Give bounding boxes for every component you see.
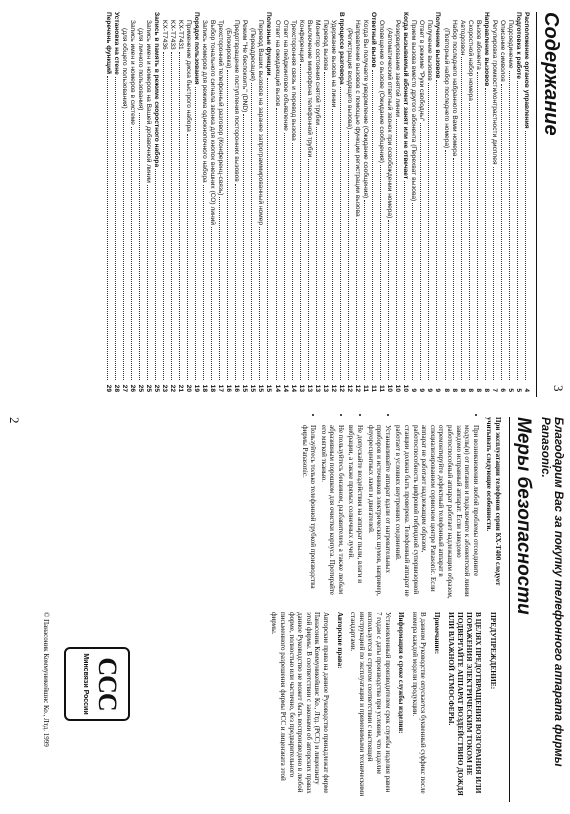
toc-leader-dots: [340, 87, 341, 380]
toc-leader-dots: [420, 123, 421, 380]
toc-entry-page: 16: [225, 384, 233, 392]
toc-entry: [393, 12, 401, 392]
toc-entry-page: 15: [257, 384, 265, 392]
toc-entry: [353, 12, 361, 392]
toc-entry: [297, 12, 305, 392]
toc-leader-dots: [316, 127, 317, 380]
toc-entry-title: Порядок пользования: [193, 12, 201, 85]
toc-entry-page: 10: [394, 384, 402, 392]
toc-leader-dots: [364, 200, 365, 380]
toc-entry: [490, 12, 498, 392]
toc-entry-title: Набор последнего набранного Вами номера: [450, 20, 458, 157]
toc-entry-title: Ответ в режиме "Руки свободны": [418, 20, 426, 122]
table-of-contents: [104, 12, 530, 392]
toc-entry: [128, 12, 136, 392]
toc-leader-dots: [501, 84, 502, 380]
toc-leader-dots: [525, 131, 526, 380]
toc-entry: [120, 12, 128, 392]
toc-entry-title: Описание символов: [498, 20, 506, 82]
toc-entry-page: 8: [450, 388, 458, 392]
toc-entry-title: Перечень функций: [104, 12, 112, 75]
toc-entry-page: 8: [482, 388, 490, 392]
toc-entry-title: KX-T7431: [176, 20, 184, 50]
toc-entry: [458, 12, 466, 392]
toc-entry-title: Полезные функции: [265, 12, 273, 76]
toc-entry-page: 18: [209, 384, 217, 392]
toc-entry: [256, 12, 264, 392]
toc-entry-page: 16: [233, 384, 241, 392]
toc-entry-title: Ответный вызов: [370, 12, 378, 68]
toc-entry-title: Получение вызовов: [434, 12, 442, 79]
toc-entry-page: 9: [410, 388, 418, 392]
toc-entry-page: 8: [458, 388, 466, 392]
toc-entry-title: Режим "Не беспокоить" (DND): [241, 20, 249, 113]
toc-entry-title: Запись имен и номеров в системе: [128, 20, 136, 125]
toc-entry-title: Запись имен и номеров на Вашей добавочной линии: [144, 20, 152, 183]
toc-leader-dots: [469, 103, 470, 380]
toc-entry-page: 26: [128, 384, 136, 392]
toc-entry-title: Направление вызовов: [482, 12, 490, 87]
toc-entry: [273, 12, 281, 392]
toc-entry-title: Ответ на пейджинговое объявление: [281, 20, 289, 131]
service-life-heading: Информация о сроке службы изделия:: [397, 612, 406, 734]
service-life-text: Установленный производителем срок службы изделия равен 7 годам с даты производства при условии, что изделие используется в строгом соответствии с настоящей инструкцией по эксплуатации и применимыми техническими стандартами.: [349, 612, 392, 797]
toc-entry-page: 12: [345, 384, 353, 392]
toc-entry: [369, 12, 377, 392]
toc-entry: [208, 12, 216, 392]
toc-leader-dots: [219, 197, 220, 380]
toc-entry-title: Вызов абонента: [474, 20, 482, 70]
toc-entry-page: 9: [434, 388, 442, 392]
toc-entry: [321, 12, 329, 392]
toc-entry-title: (Блокировка): [225, 28, 233, 69]
toc-entry: [281, 12, 289, 392]
toc-entry: [522, 12, 530, 392]
toc-entry-page: 19: [193, 384, 201, 392]
safety-column-2: [265, 612, 502, 797]
toc-entry-page: 13: [305, 384, 313, 392]
toc-leader-dots: [412, 203, 413, 380]
toc-leader-dots: [115, 77, 116, 380]
toc-entry-title: Когда вызываемый абонент занят или не отвечает: [402, 12, 410, 180]
toc-entry: [144, 12, 152, 392]
toc-entry-title: Запись в память в режиме скоростного набора: [152, 12, 160, 168]
toc-entry-title: Трехсторонняя связь и перевод вызова: [289, 20, 297, 141]
toc-entry-page: 14: [289, 384, 297, 392]
toc-entry-title: Расположение органов управления: [523, 12, 530, 129]
toc-entry-title: Прием вызова вместо другого абонента (Перехват вызова): [410, 20, 418, 202]
toc-leader-dots: [300, 64, 301, 380]
toc-entry: [200, 12, 208, 392]
toc-leader-dots: [243, 114, 244, 380]
toc-entry: [425, 12, 433, 392]
toc-leader-dots: [171, 52, 172, 380]
toc-entry-title: Перевод Ваших вызовов на заранее запрограммированный номер: [257, 20, 265, 226]
toc-leader-dots: [292, 143, 293, 380]
toc-leader-dots: [235, 184, 236, 380]
copyright-text: Авторские права на данное Руководство принадлежат фирме Панасоник Коммуникейшнс Ко., Лтд. (PCC) и лицензиату этой фирмы. В соответствии с законами об авторских правах данное Руководство не может быть воспроизведено в любой форме, полностью или частично, без предварительного письменного разрешения фирмы PCC и лицензиата этой фирмы.: [270, 612, 331, 794]
toc-entry-page: 14: [281, 384, 289, 392]
toc-entry-title: Выбор тонального сигнала звонка для кнопок внешних (СО) линий: [209, 20, 217, 225]
toc-leader-dots: [404, 181, 405, 380]
toc-leader-dots: [276, 108, 277, 380]
toc-entry: [313, 12, 321, 392]
toc-entry: [329, 12, 337, 392]
toc-leader-dots: [268, 78, 269, 380]
toc-entry-page: 20: [185, 384, 193, 392]
toc-entry-page: 23: [160, 384, 168, 392]
toc-leader-dots: [139, 113, 140, 380]
toc-entry-page: 6: [498, 388, 506, 392]
toc-entry: [152, 12, 160, 392]
page-number: 3: [551, 385, 566, 392]
toc-entry: [474, 12, 482, 392]
toc-entry-title: Резервирование занятой линии: [394, 20, 402, 117]
toc-entry-title: Монитор состояния снятой трубки: [313, 20, 321, 125]
warning-heading: ПРЕДУПРЕЖДЕНИЕ:: [489, 612, 498, 690]
warning-text: В ЦЕЛЯХ ПРЕДОТВРАЩЕНИЯ ВОЗГОРАНИЯ ИЛИ ПОРАЖЕНИЯ ЭЛЕКТРИЧЕСКИМ ТОКОМ НЕ ПОДВЕРГАЙТЕ АППАРАТ ВОЗДЕЙСТВИЮ ДОЖДЯ ИЛИ ВЛАЖНОЙ АТМОСФЕРЫ.: [447, 612, 483, 796]
toc-entry-page: 11: [370, 385, 378, 392]
toc-entry: [377, 12, 385, 392]
toc-leader-dots: [453, 158, 454, 380]
toc-entry-title: Получение вызовов: [426, 20, 434, 81]
toc-entry-page: 25: [152, 384, 160, 392]
toc-entry-page: 15: [265, 384, 273, 392]
toc-entry: [498, 12, 506, 392]
toc-entry-page: 18: [201, 384, 209, 392]
toc-leader-dots: [163, 52, 164, 380]
toc-entry-page: 15: [241, 384, 249, 392]
toc-entry-page: 27: [120, 384, 128, 392]
toc-leader-dots: [372, 70, 373, 380]
safety-page: [0, 407, 570, 814]
toc-entry: [514, 12, 522, 392]
toc-entry: [441, 12, 449, 392]
toc-entry-page: 9: [426, 388, 434, 392]
toc-entry-page: 14: [273, 384, 281, 392]
toc-leader-dots: [477, 72, 478, 380]
toc-entry: [104, 12, 112, 392]
toc-leader-dots: [179, 52, 180, 380]
toc-leader-dots: [380, 165, 381, 380]
toc-entry: [192, 12, 200, 392]
safety-bullet: • Устанавливайте аппарат вдали от нагревательных приборов и источников электрических шумов, например, флуоресцентных ламп и двигателей.: [366, 425, 392, 602]
toc-entry-page: 13: [313, 384, 321, 392]
toc-entry: [433, 12, 441, 392]
toc-entry: [385, 12, 393, 392]
toc-entry-title: (Автоматический ответный звонок при освобождении номера): [386, 28, 394, 219]
toc-leader-dots: [332, 109, 333, 380]
toc-leader-dots: [517, 81, 518, 380]
toc-leader-dots: [428, 83, 429, 380]
toc-entry: [417, 12, 425, 392]
toc-entry-page: 15: [249, 384, 257, 392]
safety-column-1: [295, 417, 502, 602]
certification-caption: Минсвязи России: [82, 653, 89, 715]
toc-entry-title: Подготовка к работе: [514, 12, 522, 80]
toc-entry-page: 8: [474, 388, 482, 392]
toc-entry: [482, 12, 490, 392]
safety-bullet: • Пользуйтесь только телефонной трубкой производства фирмы Panasonic.: [300, 425, 317, 602]
toc-entry-page: 22: [168, 384, 176, 392]
certification-mark-text: CCC: [93, 657, 122, 711]
toc-entry-page: 12: [337, 384, 345, 392]
toc-entry-title: (Повторный набор последнего номера): [442, 28, 450, 149]
toc-entry-title: KX-T7436: [160, 20, 168, 50]
toc-leader-dots: [131, 127, 132, 380]
toc-entry-title: Когда Вы получаете уведомление (Ожидание сообщения): [362, 20, 370, 199]
toc-leader-dots: [388, 220, 389, 380]
toc-entry-page: 4: [523, 388, 530, 392]
toc-leader-dots: [187, 134, 188, 380]
toc-entry-title: Выключение микрофона телефонной трубки: [305, 20, 313, 158]
toc-leader-dots: [227, 70, 228, 380]
safety-title: Меры безопасности: [509, 417, 534, 802]
toc-entry-page: 17: [217, 384, 225, 392]
toc-entry-page: 10: [402, 384, 410, 392]
toc-entry: [450, 12, 458, 392]
toc-entry: [216, 12, 224, 392]
toc-entry-page: 29: [104, 384, 112, 392]
toc-entry: [224, 12, 232, 392]
toc-entry-title: (для общего пользования): [120, 28, 128, 109]
note-text: В данном Руководстве опускается буквенный суффикс после номера каждой модели продукции.: [410, 612, 428, 794]
toc-entry-page: 25: [136, 384, 144, 392]
safety-bullet: • При возникновении любой проблемы отсоедините модуль(и) от питания и подключите к абонентской линии заведомо исправный аппарат. Если заведомо работоспособный аппарат работает надлежащим образом, отремонтируйте дефектный телефонный аппарат в специализированном сервисном центре Panasonic. Если аппарат не работает надлежащим образом, работоспособность цифровой гибридной супервизорной станции должна быть проверена. Телефонный аппарат не работает в условиях внутренних соединений.: [394, 425, 480, 602]
toc-entry-title: Конференция: [297, 20, 305, 63]
toc-entry-page: 8: [442, 388, 450, 392]
toc-entry-title: Применение диска быстрого набора: [185, 20, 193, 132]
toc-entry-page: 12: [354, 384, 362, 392]
copyright-line: © Панасоник Коммуникейшнс Ко., Лтд. 1999: [42, 612, 50, 747]
toc-entry: [184, 12, 192, 392]
toc-leader-dots: [284, 133, 285, 380]
toc-entry-page: 12: [329, 384, 337, 392]
safety-bullet: • Не пользуйтесь бензином, разбавителем, а также любым абразивным порошком для очистки корпуса. Протирайте его мягкой тканью.: [319, 425, 345, 602]
toc-entry: [248, 12, 256, 392]
toc-leader-dots: [348, 131, 349, 380]
toc-entry: [305, 12, 313, 392]
toc-entry-page: 28: [112, 384, 120, 392]
certification-mark: [64, 647, 130, 721]
toc-leader-dots: [308, 159, 309, 380]
toc-leader-dots: [123, 111, 124, 380]
copyright-heading: Авторские права:: [335, 612, 344, 669]
toc-leader-dots: [211, 227, 212, 380]
toc-leader-dots: [509, 71, 510, 381]
toc-entry: [401, 12, 409, 392]
toc-entry-title: Трехсторонний телефонный разговор (Конференц-связь): [217, 20, 225, 196]
toc-leader-dots: [155, 169, 156, 380]
toc-entry: [289, 12, 297, 392]
toc-entry-title: Автодозвон: [458, 20, 466, 56]
toc-entry: [345, 12, 353, 392]
toc-leader-dots: [324, 72, 325, 380]
toc-entry: [160, 12, 168, 392]
page-number: 2: [7, 417, 22, 424]
toc-entry: [337, 12, 345, 392]
toc-entry-page: 11: [362, 385, 370, 392]
toc-leader-dots: [251, 83, 252, 380]
toc-entry-title: Предотвращение поступления посторонних вызовов: [233, 20, 241, 182]
toc-entry: [232, 12, 240, 392]
toc-entry: [136, 12, 144, 392]
toc-entry-title: Регулировка громкости/контрастности дисплея: [490, 20, 498, 165]
toc-leader-dots: [107, 76, 108, 380]
toc-entry-title: Удержание вызова на линии: [329, 20, 337, 108]
toc-entry: [409, 12, 417, 392]
toc-leader-dots: [485, 88, 486, 380]
toc-entry-page: 5: [506, 388, 514, 392]
toc-entry-page: 13: [321, 384, 329, 392]
toc-entry-page: 21: [176, 384, 184, 392]
toc-entry-title: (Регистрация входящего вызова): [345, 28, 353, 130]
toc-leader-dots: [445, 150, 446, 380]
note-heading: Примечание:: [433, 612, 441, 655]
toc-entry-title: Направление вызовов с помощью функции регистрации вызова: [354, 20, 362, 217]
toc-leader-dots: [493, 167, 494, 380]
toc-entry-title: В процессе разговора: [337, 12, 345, 85]
toc-leader-dots: [259, 227, 260, 380]
toc-leader-dots: [461, 57, 462, 380]
toc-entry-page: 5: [514, 388, 522, 392]
safety-intro: При эксплуатации телефонов серии КХ-Т400 следует учитывать следующие особенности.: [485, 417, 502, 586]
safety-bullet-list: [300, 417, 480, 602]
toc-entry-title: (для личного пользования): [136, 28, 144, 111]
toc-entry: [240, 12, 248, 392]
thanks-line: Благодарим Вас за покупку телефонного аппарата фирмы Panasonic.: [539, 417, 564, 767]
toc-entry-title: (Переадресация): [249, 28, 257, 81]
toc-entry: [264, 12, 272, 392]
toc-entry-page: 7: [490, 388, 498, 392]
toc-leader-dots: [147, 185, 148, 380]
toc-entry-page: 10: [386, 384, 394, 392]
toc-entry-title: Оповещение о вызове (Ожидание сообщения): [378, 20, 386, 163]
toc-entry: [506, 12, 514, 392]
toc-entry-page: 9: [418, 388, 426, 392]
contents-title: Содержание: [536, 12, 562, 397]
toc-leader-dots: [195, 87, 196, 380]
toc-leader-dots: [203, 185, 204, 380]
toc-entry: [361, 12, 369, 392]
toc-entry: [112, 12, 120, 392]
toc-entry: [168, 12, 176, 392]
toc-entry-title: Запись номеров для режима однокнопочного набора: [201, 20, 209, 183]
toc-entry-page: 8: [466, 388, 474, 392]
toc-entry-title: KX-T7433: [168, 20, 176, 50]
toc-leader-dots: [356, 219, 357, 380]
toc-entry-title: Перевод вызова: [321, 20, 329, 71]
toc-entry-title: Ответ на ожидающий вызов: [273, 20, 281, 107]
toc-entry-page: 25: [144, 384, 152, 392]
toc-entry-title: Подсоединение: [506, 20, 514, 69]
toc-entry-title: Скоростной набор номера: [466, 20, 474, 101]
toc-entry-title: Установка на стене: [112, 12, 120, 75]
toc-entry: [176, 12, 184, 392]
toc-entry-page: 13: [297, 384, 305, 392]
toc-entry-page: 11: [378, 385, 386, 392]
toc-leader-dots: [436, 80, 437, 380]
toc-leader-dots: [396, 119, 397, 380]
toc-entry: [466, 12, 474, 392]
safety-bullet: • Не допускайте воздействия на аппарат пыли, влаги и вибрации, а также прямых солнечных лучей.: [347, 425, 364, 602]
